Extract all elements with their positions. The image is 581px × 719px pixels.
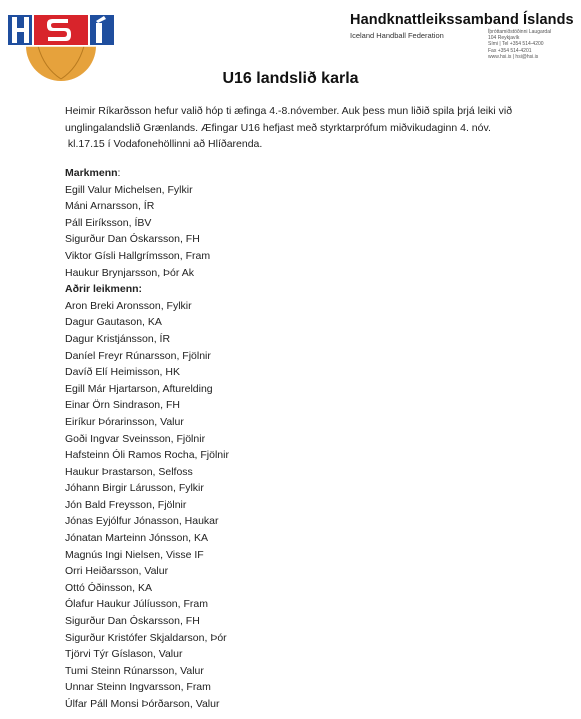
roster-entry: Sigurður Dan Óskarsson, FH (65, 615, 200, 628)
roster-entry: Máni Arnarsson, ÍR (65, 200, 155, 213)
roster-entry: Ólafur Haukur Júlíusson, Fram (65, 598, 208, 611)
roster-entry: Dagur Gautason, KA (65, 316, 162, 329)
roster-entry: Aron Breki Aronsson, Fylkir (65, 299, 192, 312)
roster-entry: Jón Bald Freysson, Fjölnir (65, 498, 187, 511)
goalkeepers-heading: Markmenn (65, 167, 118, 179)
players-list (65, 298, 229, 713)
roster-entry: Hafsteinn Óli Ramos Rocha, Fjölnir (65, 449, 229, 462)
org-name: Handknattleikssamband Íslands (350, 12, 574, 28)
roster-entry: Sigurður Kristófer Skjaldarson, Þór (65, 631, 227, 644)
roster-entry: Ottó Óðinsson, KA (65, 581, 152, 594)
roster-entry: Jóhann Birgir Lárusson, Fylkir (65, 482, 204, 495)
contact-line: Íþróttamiðstöðinni Laugardal (488, 29, 552, 35)
org-name-en: Iceland Handball Federation (350, 31, 444, 40)
goalkeepers-heading-colon: : (117, 167, 121, 179)
roster-entry: Haukur Þrastarson, Selfoss (65, 465, 193, 478)
roster-entry: Úlfar Páll Monsi Þórðarson, Valur (65, 698, 220, 710)
roster (65, 165, 229, 713)
document-title: U16 landslið karla (222, 70, 359, 87)
goalkeepers-heading-line (65, 165, 229, 182)
players-heading: Aðrir leikmenn: (65, 283, 143, 296)
roster-entry: Orri Heiðarsson, Valur (65, 565, 169, 578)
roster-entry: Jónas Eyjólfur Jónasson, Haukar (65, 515, 219, 528)
roster-entry: Unnar Steinn Ingvarsson, Fram (65, 681, 211, 694)
intro-line: unglingalandslið Grænlands. Æfingar U16 hefjast með styrktarprófum miðvikudaginn 4. nóv. (65, 121, 491, 134)
roster-entry: Haukur Brynjarsson, Þór Ak (65, 266, 194, 279)
roster-entry: Egill Már Hjartarson, Afturelding (65, 382, 213, 395)
roster-entry: Goði Ingvar Sveinsson, Fjölnir (65, 432, 206, 445)
roster-entry: Tjörvi Týr Gíslason, Valur (65, 648, 183, 661)
roster-entry: Davíð Elí Heimisson, HK (65, 366, 180, 379)
contact-block (488, 29, 578, 60)
roster-entry: Egill Valur Michelsen, Fylkir (65, 183, 193, 196)
roster-entry: Páll Eiríksson, ÍBV (65, 216, 152, 229)
roster-entry: Einar Örn Sindrason, FH (65, 399, 180, 412)
roster-entry: Daníel Freyr Rúnarsson, Fjölnir (65, 349, 211, 362)
roster-entry: Tumi Steinn Rúnarsson, Valur (65, 664, 204, 677)
roster-entry: Viktor Gísli Hallgrímsson, Fram (65, 249, 211, 262)
roster-entry: Sigurður Dan Óskarsson, FH (65, 233, 200, 246)
goalkeepers-list (65, 182, 229, 282)
contact-line: Sími | Tel +354 514-4200 (488, 41, 544, 48)
intro-line: Heimir Ríkarðsson hefur valið hóp ti æfinga 4.-8.nóvember. Auk þess mun liðið spila þrjá leiki við (65, 105, 513, 117)
contact-line: www.hsi.is | hsi@hsi.is (488, 53, 539, 60)
roster-entry: Magnús Ingi Nielsen, Visse IF (65, 548, 204, 561)
intro-line: kl.17.15 í Vodafonehöllinni að Hlíðarenda. (65, 138, 263, 150)
roster-entry: Dagur Kristjánsson, ÍR (65, 332, 171, 345)
contact-line: 104 Reykjavík (488, 35, 520, 42)
roster-entry: Eiríkur Þórarinsson, Valur (65, 415, 184, 428)
roster-entry: Jónatan Marteinn Jónsson, KA (65, 532, 209, 545)
contact-line: Fax +354 514-4201 (488, 47, 532, 54)
intro-paragraph (65, 103, 535, 153)
